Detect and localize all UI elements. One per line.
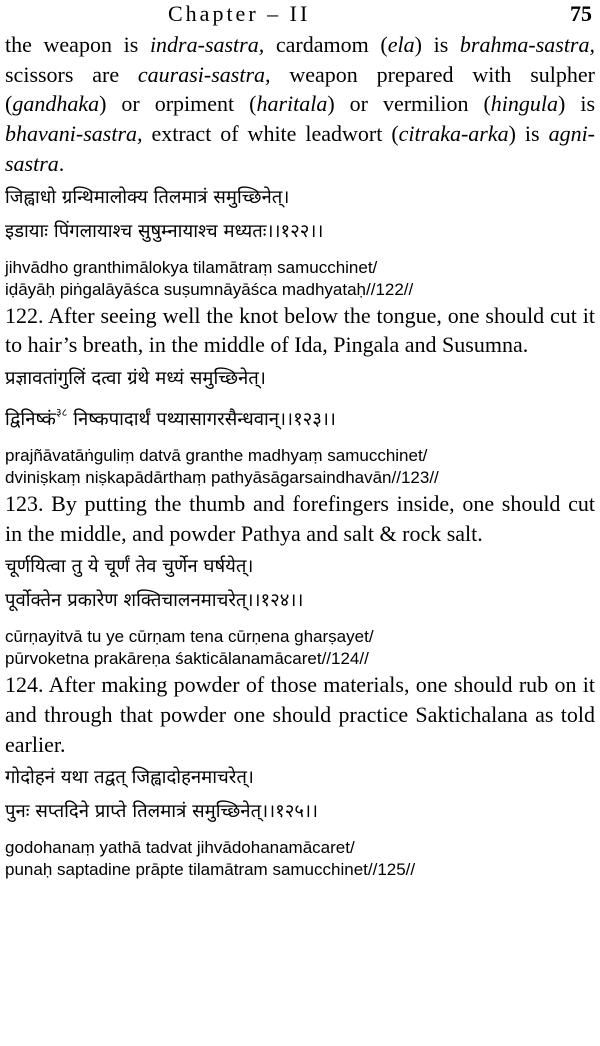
- sanskrit-verse-line: पुनः सप्तदिने प्राप्ते तिलमात्रं समुच्छिनेत्।।१२५।।: [5, 801, 319, 823]
- verse-translation: 124. After making powder of those materials, one should rub on it and through that powder one should practice Saktichalana as told earlier.: [5, 672, 595, 757]
- sanskrit-verse-line: गोदोहनं यथा तद्वत् जिह्वादोहनमाचरेत्।: [5, 767, 254, 789]
- footnote-marker: ३८: [55, 405, 68, 419]
- transliteration-line: jihvādho granthimālokya tilamātraṃ samucchinet/: [5, 257, 378, 277]
- sanskrit-verse-line: द्विनिष्कं$^{३८}$ निष्कपादार्थं पथ्यासागरसैन्धवान्।।१२३।।: [5, 405, 336, 430]
- verse-translation: 123. By putting the thumb and forefingers inside, one should cut in the middle, and powder Pathya and salt & rock salt.: [5, 490, 595, 546]
- page-number: 75: [570, 1, 592, 26]
- transliteration-line: prajñāvatāṅguliṃ datvā granthe madhyaṃ samucchinet/: [5, 445, 428, 465]
- transliteration-line: cūrṇayitvā tu ye cūrṇam tena cūrṇena gharṣayet/: [5, 627, 374, 647]
- sanskrit-verse-line: पूर्वोक्तेन प्रकारेण शक्तिचालनमाचरेत्।।१२४।।: [5, 590, 304, 612]
- sanskrit-verse-line: जिह्वाधो ग्रन्थिमालोक्य तिलमात्रं समुच्छिनेत्।: [5, 186, 290, 208]
- sanskrit-verse-line: इडायाः पिंगलायाश्च सुषुम्नायाश्च मध्यतः।।१२२।।: [5, 220, 324, 242]
- sanskrit-verse-line: प्रज्ञावतांगुलिं दत्वा ग्रंथे मध्यं समुच्छिनेत्।: [5, 367, 266, 389]
- chapter-title: Chapter – II: [168, 1, 311, 26]
- transliteration-line: godohanaṃ yathā tadvat jihvādohanamācaret/: [5, 838, 355, 858]
- page-header: [0, 0, 600, 30]
- page-body: [5, 30, 595, 881]
- transliteration-line: dviniṣkaṃ niṣkapādārthaṃ pathyāsāgarsaindhavān//123//: [5, 467, 439, 487]
- verse-translation: 122. After seeing well the knot below the tongue, one should cut it to hair’s breath, in the middle of Ida, Pingala and Susumna.: [5, 302, 595, 358]
- sanskrit-verse-line: चूर्णयित्वा तु ये चूर्णं तेव चुर्णेन घर्षयेत्।: [5, 556, 254, 578]
- transliteration-line: punaḥ saptadine prāpte tilamātram samucchinet//125//: [5, 860, 416, 880]
- intro-paragraph: the weapon is indra-sastra, cardamom (ela) is brahma-sastra, scissors are caurasi-sastra, weapon prepared with sulpher (gandhaka) or orpiment (haritala) or vermilion (hingula) is bhavani-sastra, extract of white leadwort (citraka-arka) is agni-sastra.: [5, 32, 596, 176]
- transliteration-line: pūrvoketna prakāreṇa śakticālanamācaret//124//: [5, 649, 369, 669]
- transliteration-line: iḍāyāḥ piṅgalāyāśca suṣumnāyāśca madhyataḥ//122//: [5, 279, 414, 299]
